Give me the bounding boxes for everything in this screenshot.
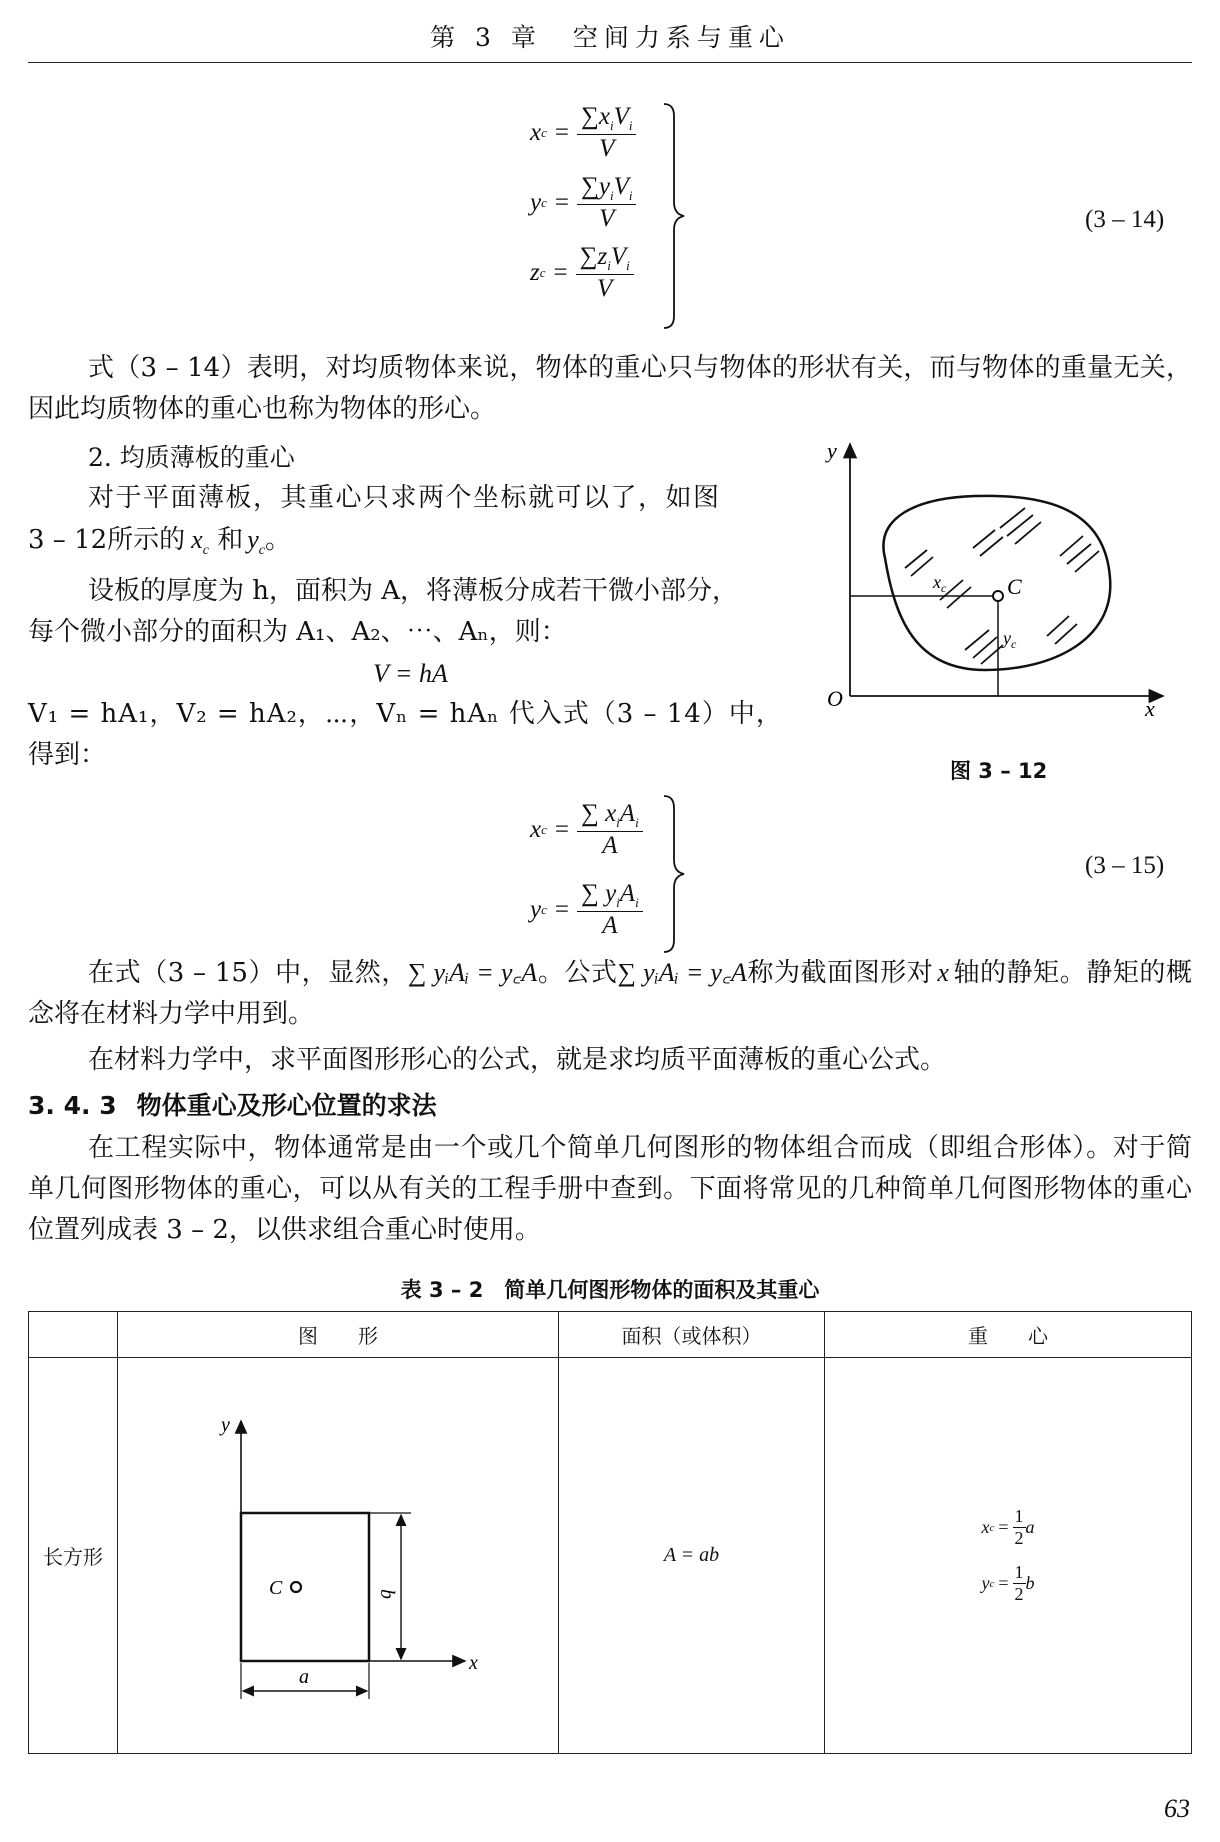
- svg-text:x: x: [469, 1651, 478, 1674]
- area-formula-cell: A = ab: [559, 1358, 825, 1754]
- eq-row-xc: x c = $\frac{\sum x_iV_i}{V}$: [530, 98, 700, 168]
- fig-label-c: C: [1007, 574, 1022, 599]
- svg-text:C: C: [269, 1576, 283, 1599]
- eq-fraction: $\frac{\sum y_iA_i}{A}$: [577, 880, 643, 940]
- paragraph-3-14-explanation: 式（3 – 14）表明，对均质物体来说，物体的重心只与物体的形状有关，而与物体的重量无关，因此均质物体的重心也称为物体的形心。: [28, 353, 1192, 424]
- shape-name-cell: 长方形: [29, 1358, 118, 1754]
- sub2-line6: 得到：: [28, 740, 107, 771]
- eq-row-xc: x c = $\frac{\sum x_iA_i}{A}$: [530, 790, 700, 870]
- brace-3-15: [662, 794, 688, 954]
- fig-label-xc: $x_c$: [933, 572, 947, 595]
- section-heading: 3. 4. 3 物体重心及形心位置的求法: [28, 1091, 437, 1120]
- rectangle-figure: [173, 1391, 503, 1721]
- eq-row-yc: y c = $\frac{\sum y_iV_i}{V}$: [530, 168, 700, 238]
- centroid-xc: x c = $\frac{1}{2}$ a: [981, 1506, 1035, 1548]
- eq-lhs: z: [530, 259, 540, 286]
- centroid-table: [28, 1311, 1192, 1754]
- centroid-formula-cell: [825, 1358, 1192, 1754]
- eq-lhs: y: [530, 189, 542, 216]
- plate-outline: [883, 496, 1110, 670]
- table-header-row: [29, 1312, 1192, 1358]
- page-number: 63: [1164, 1794, 1190, 1823]
- figure-3-12: [815, 438, 1185, 718]
- header-rule: [28, 62, 1192, 63]
- table-header-cell: 图 形: [118, 1312, 559, 1358]
- shape-figure-cell: [118, 1358, 559, 1754]
- paragraph-centroid-formula: 在材料力学中，求平面图形形心的公式，就是求均质平面薄板的重心公式。: [88, 1045, 947, 1075]
- fig-label-y: y: [827, 438, 837, 463]
- eq-fraction: $\frac{\sum x_iA_i}{A}$: [577, 800, 643, 860]
- sub2-text-block: [28, 478, 798, 776]
- table-row: [29, 1358, 1192, 1754]
- eq-fraction: $\frac{\sum z_iV_i}{V}$: [576, 243, 634, 303]
- page-header: 第 3 章 空间力系与重心: [430, 23, 790, 52]
- eq-lhs: x: [530, 119, 542, 146]
- svg-text:y: y: [221, 1413, 230, 1436]
- formula-v-ha: V = hA: [373, 659, 448, 689]
- sub2-line3: 设板的厚度为 h，面积为 A，将薄板分成若干微小部分，: [88, 576, 739, 607]
- svg-text:b: b: [376, 1588, 398, 1599]
- subsection-heading: 2. 均质薄板的重心: [88, 443, 295, 472]
- eq-fraction: $\frac{\sum y_iV_i}{V}$: [577, 173, 636, 233]
- figure-caption: 图 3 – 12: [950, 759, 1048, 783]
- table-header-cell: 重 心: [825, 1312, 1192, 1358]
- eq-lhs-sub: c: [541, 195, 547, 210]
- sub2-line2: 3 – 12所示的 $x_c$ 和 $y_c$。: [28, 525, 291, 559]
- sub2-line5: V₁ = hA₁，V₂ = hA₂，⋯，Vₙ = hAₙ 代入式（3 – 14）中，: [28, 699, 783, 730]
- fig-label-yc: $y_c$: [1003, 628, 1017, 651]
- sub2-line1: 对于平面薄板，其重心只求两个坐标就可以了，如图: [88, 483, 721, 513]
- equation-number-3-14: (3 – 14): [1085, 206, 1165, 233]
- centroid-yc: y c = $\frac{1}{2}$ b: [981, 1562, 1035, 1604]
- eq-row-yc: y c = $\frac{\sum y_iA_i}{A}$: [530, 870, 700, 950]
- eq-row-zc: z c = $\frac{\sum z_iV_i}{V}$: [530, 238, 700, 308]
- paragraph-static-moment: 在式（3 – 15）中，显然，∑ yᵢAᵢ = y꜀A。公式∑ yᵢAᵢ = y꜀A称为截面图形对 x 轴的静矩。静矩的概念将在材料力学中用到。: [28, 958, 1192, 1029]
- centroid-point: [291, 1582, 301, 1592]
- table-caption: 表 3 – 2 简单几何图形物体的面积及其重心: [400, 1278, 820, 1302]
- eq-lhs-sub: c: [539, 265, 546, 280]
- rectangle-shape: [241, 1513, 369, 1661]
- table-header-cell: [29, 1312, 118, 1358]
- eq-fraction: $\frac{\sum x_iV_i}{V}$: [577, 103, 636, 163]
- brace-3-14: [662, 102, 688, 330]
- equation-number-3-15: (3 – 15): [1085, 852, 1165, 879]
- paragraph-methods: 在工程实际中，物体通常是由一个或几个简单几何图形的物体组合而成（即组合形体）。对于简单几何图形物体的重心，可以从有关的工程手册中查到。下面将常见的几种简单几何图形物体的重心位置列成表 3 – 2，以供求组合重心时使用。: [28, 1133, 1192, 1245]
- centroid-point: [993, 591, 1003, 601]
- sub2-line4: 每个微小部分的面积为 A₁、A₂、⋯、Aₙ，则：: [28, 617, 567, 648]
- eq-lhs-sub: c: [541, 125, 547, 140]
- svg-text:a: a: [299, 1665, 309, 1688]
- fig-label-o: O: [827, 686, 843, 711]
- fig-label-x: x: [1145, 696, 1155, 718]
- table-header-cell: 面积（或体积）: [559, 1312, 825, 1358]
